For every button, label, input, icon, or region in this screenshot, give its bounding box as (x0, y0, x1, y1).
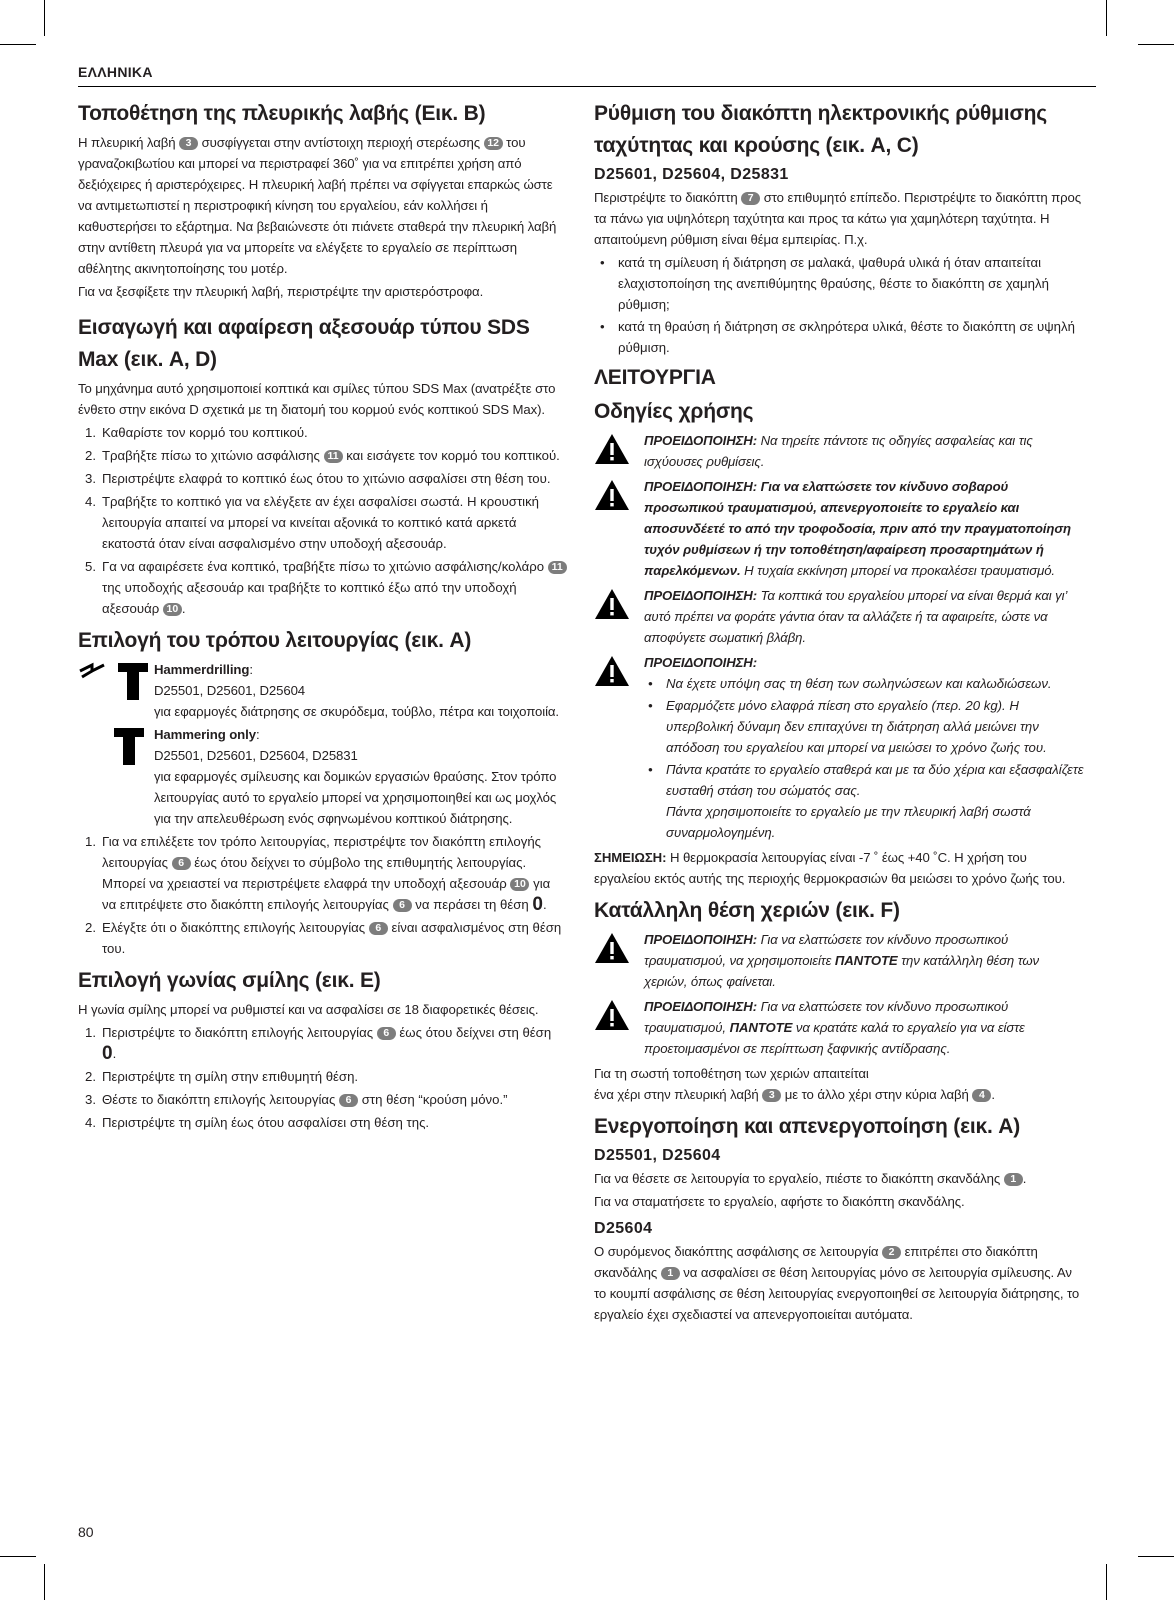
callout-badge: 6 (339, 1094, 358, 1107)
hammerdrilling-mode-icon (78, 661, 148, 701)
list-item: 1. Για να επιλέξετε τον τρόπο λειτουργίας, περιστρέψτε τον διακόπτη επιλογής λειτουργίας 6 έως ότου δείχνει το σύμβολο της επιθυμητής λειτουργίας. Μπορεί να χρειαστεί να περιστρέψετε ελαφρά την υποδοχή αξεσουάρ 10 για να επιτρέψετε στο διακόπτη επιλογής λειτουργίας 6 να περάσει τη θέση 0. (85, 834, 551, 915)
paragraph: ένα χέρι στην πλευρική λαβή 3 με το άλλο χέρι στην κύρια λαβή 4 . (594, 1087, 995, 1102)
callout-badge: 3 (762, 1089, 781, 1102)
crop-mark (0, 44, 36, 45)
warning-block: ΠΡΟΕΙΔΟΠΟΙΗΣΗ: Για να ελαττώσετε τον κίνδυνο σοβαρού προσωπικού τραυματισμού, απενεργοποιείτε το εργαλείο και αποσυνδέετέ το από την τροφοδοσία, πριν από την πραγματοποίηση τυχόν ρυθμίσεων ή την τοποθέτηση/αφαίρεση προσαρτημάτων ή παρελκόμενων. Η τυχαία εκκίνηση μπορεί να προκαλέσει τραυματισμό. (594, 476, 1084, 581)
list-item: • κατά τη σμίλευση ή διάτρηση σε μαλακά, ψαθυρά υλικά ή όταν απαιτείται ελαχιστοποίηση της ανεπιθύμητης θραύσης, θέστε το διακόπτη σε χαμηλή ρύθμιση; (594, 252, 1084, 315)
mode-name: Hammerdrilling (154, 662, 250, 677)
crop-mark (1106, 1564, 1107, 1600)
warning-triangle-icon (594, 433, 630, 465)
bullet-list (594, 252, 1084, 358)
list-item: • Πάντα κρατάτε το εργαλείο σταθερά και με τα δύο χέρια και εξασφαλίζετε ευσταθή στάση του σώματός σας. Πάντα χρησιμοποιείτε το εργαλείο με την πλευρική λαβή σωστά συναρμολογημένη. (642, 759, 1084, 843)
callout-badge: 10 (163, 603, 182, 616)
list-item: 5. Γα να αφαιρέσετε ένα κοπτικό, τραβήξτε πίσω το χιτώνιο ασφάλισης/κολάρο 11 της υποδοχής αξεσουάρ και τραβήξτε το κοπτικό έξω από την υποδοχή αξεσουάρ 10 . (78, 556, 568, 619)
section-title-side-handle: Τοποθέτηση της πλευρικής λαβής (Εικ. B) (78, 102, 486, 125)
mode-description: για εφαρμογές διάτρησης σε σκυρόδεμα, τούβλο, πέτρα και τοιχοποιία. (154, 704, 559, 719)
callout-badge: 1 (661, 1267, 680, 1280)
warning-block: ΠΡΟΕΙΔΟΠΟΙΗΣΗ: Για να ελαττώσετε τον κίνδυνο προσωπικού τραυματισμού, να χρησιμοποιείτε ΠΑΝΤΟΤΕ την κατάλληλη θέση των χεριών, όπως φαίνεται. (594, 929, 1084, 992)
crop-mark (1138, 1556, 1174, 1557)
warning-triangle-icon (594, 932, 630, 964)
crop-mark (44, 0, 45, 36)
warning-triangle-icon (594, 588, 630, 620)
crop-mark (1138, 44, 1174, 45)
callout-badge: 10 (510, 878, 529, 891)
callout-badge: 6 (369, 922, 388, 935)
warning-triangle-icon (594, 479, 630, 511)
crop-mark (44, 1564, 45, 1600)
paragraph: Για τη σωστή τοποθέτηση των χεριών απαιτείται (594, 1066, 869, 1081)
warning-triangle-icon (594, 655, 630, 687)
section-title-on-off: Ενεργοποίηση και απενεργοποίηση (εικ. A) (594, 1115, 1021, 1138)
paragraph: Ο συρόμενος διακόπτης ασφάλισης σε λειτουργία 2 επιτρέπει στο διακόπτη σκανδάλης 1 να ασφαλίσει σε θέση λειτουργίας μόνο σε λειτουργία σμίλευσης. Αν το κουμπί ασφάλισης σε θέση λειτουργίας ενεργοποιηθεί σε λειτουργία διάτρησης, το εργαλείο έχει σχεδιαστεί να απενεργοποιείται αυτόματα. (594, 1244, 1080, 1322)
mode-hammerdrilling: Hammerdrilling: D25501, D25601, D25604 για εφαρμογές διάτρησης σε σκυρόδεμα, τούβλο, πέτρα και τοιχοποιία. (78, 659, 568, 722)
section-title-sds-max: Εισαγωγή και αφαίρεση αξεσουάρ τύπου SDS Max (εικ. A, D) (78, 316, 530, 371)
callout-badge: 12 (484, 137, 503, 150)
list-item: 1. Περιστρέψτε το διακόπτη επιλογής λειτουργίας 6 έως ότου δείχνει στη θέση 0. (85, 1025, 552, 1064)
paragraph: Η γωνία σμίλης μπορεί να ρυθμιστεί και να ασφαλίσει σε 18 διαφορετικές θέσεις. (78, 1002, 539, 1017)
warning-block: ΠΡΟΕΙΔΟΠΟΙΗΣΗ: Τα κοπτικά του εργαλείου μπορεί να είναι θερμά και γι’ αυτό πρέπει να φοράτε γάντια όταν τα αλλάζετε ή τα αφαιρείτε, ώστε να αποφύγετε σωματική βλάβη. (594, 585, 1084, 648)
paragraph: Για να σταματήσετε το εργαλείο, αφήστε το διακόπτη σκανδάλης. (594, 1194, 965, 1209)
list-item: • Να έχετε υπόψη σας τη θέση των σωληνώσεων και καλωδιώσεων. (642, 673, 1084, 694)
section-title-hand-position: Κατάλληλη θέση χεριών (εικ. F) (594, 899, 900, 922)
callout-badge: 6 (172, 857, 191, 870)
paragraph: Το μηχάνημα αυτό χρησιμοποιεί κοπτικά και σμίλες τύπου SDS Max (ανατρέξτε στο ένθετο στην εικόνα D σχετικά με τη διατομή του κορμού ενός κοπτικού SDS Max). (78, 381, 556, 417)
callout-badge: 1 (1004, 1173, 1023, 1186)
list-item: 2. Τραβήξτε πίσω το χιτώνιο ασφάλισης 11 και εισάγετε τον κορμό του κοπτικού. (85, 448, 560, 463)
list-item: 3. Θέστε το διακόπτη επιλογής λειτουργίας 6 στη θέση “κρούση μόνο.” (85, 1092, 508, 1107)
section-title-mode-selection: Επιλογή του τρόπου λειτουργίας (εικ. A) (78, 629, 472, 652)
mode-models: D25501, D25601, D25604, D25831 (154, 748, 358, 763)
warning-block: ΠΡΟΕΙΔΟΠΟΙΗΣΗ: Να τηρείτε πάντοτε τις οδηγίες ασφαλείας και τις ισχύουσες ρυθμίσεις. (594, 430, 1084, 472)
header-rule (78, 86, 1096, 87)
page-header-language: ΕΛΛΗΝΙΚΑ (78, 64, 153, 80)
list-item: • Εφαρμόζετε μόνο ελαφρά πίεση στο εργαλείο (περ. 20 kg). Η υπερβολική δύναμη δεν επιταχύνει τη διάτρηση αλλά μειώνει την απόδοση του εργαλείου και μπορεί να μειώσει το χρόνο ζωής του. (642, 695, 1084, 758)
page-number: 80 (78, 1524, 94, 1540)
left-column (78, 96, 568, 1137)
models-heading: D25604 (594, 1220, 653, 1237)
warning-block: ΠΡΟΕΙΔΟΠΟΙΗΣΗ: Για να ελαττώσετε τον κίνδυνο προσωπικού τραυματισμού, ΠΑΝΤΟΤΕ να κρατάτε καλά το εργαλείο για να είστε προετοιμασμένοι σε περίπτωση ξαφνικής αντίδρασης. (594, 996, 1084, 1059)
callout-badge: 7 (741, 192, 760, 205)
section-title-speed-control: Ρύθμιση του διακόπτη ηλεκτρονικής ρύθμισης ταχύτητας και κρούσης (εικ. A, C) (594, 102, 1047, 157)
right-column (594, 96, 1084, 1327)
callout-badge: 6 (377, 1027, 396, 1040)
section-title-chisel-angle: Επιλογή γωνίας σμίλης (εικ. E) (78, 969, 381, 992)
callout-badge: 3 (179, 137, 198, 150)
callout-badge: 6 (393, 899, 412, 912)
paragraph: Η πλευρική λαβή 3 συσφίγγεται στην αντίστοιχη περιοχή στερέωσης 12 του γραναζοκιβωτίου και μπορεί να περιστραφεί 360˚ για να επιτρέπει χρήση από δεξιόχειρες ή αριστερόχειρες. Η πλευρική λαβή πρέπει να σφίγγεται επαρκώς ώστε να αντιμετωπιστεί η περιστροφική κίνηση του εργαλείου, εάν κολλήσει ή καθυστερήσει το εξάρτημα. Να βεβαιώνεστε ότι πιάνετε σταθερά την πλευρική λαβή στην αντίθετη πλευρά για να μπορείτε να ελέγξετε το εργαλείο σε περίπτωση αθέλητης ακινητοποίησης του μοτέρ. (78, 135, 557, 276)
crop-mark (1106, 0, 1107, 36)
warning-block: ΠΡΟΕΙΔΟΠΟΙΗΣΗ: • Να έχετε υπόψη σας τη θέση των σωληνώσεων και καλωδιώσεων. • Εφαρμόζετε μόνο ελαφρά πίεση στο εργαλείο (περ. 20 kg). Η υπερβολική δύναμη δεν επιταχύνει τη διάτρηση αλλά μειώνει την απόδοση του εργαλείου και μπορεί να μειώσει το χρόνο ζωής του. • Πάντα κρατάτε το εργαλείο σταθερά και με τα δύο χέρια και εξασφαλίζετε ευσταθή στάση του σώματός σας. Πάντα χρησιμοποιείτε το εργαλείο με την πλευρική λαβή σωστά συναρμολογημένη. (594, 652, 1084, 843)
models-heading: D25501, D25604 (594, 1147, 721, 1164)
mode-models: D25501, D25601, D25604 (154, 683, 306, 698)
hammering-mode-icon (78, 726, 148, 766)
bullet-list (642, 673, 1084, 843)
steps-list (78, 1022, 568, 1133)
steps-list (78, 831, 568, 959)
note-paragraph: ΣΗΜΕΙΩΣΗ: Η θερμοκρασία λειτουργίας είναι -7 ˚ έως +40 ˚C. Η χρήση του εργαλείου εκτός αυτής της περιοχής θερμοκρασιών θα μειώσει το χρόνο ζωής του. (594, 850, 1066, 886)
list-item: 1. Καθαρίστε τον κορμό του κοπτικού. (85, 425, 308, 440)
list-item: 2. Περιστρέψτε τη σμίλη στην επιθυμητή θέση. (85, 1069, 359, 1084)
list-item: 2. Ελέγξτε ότι ο διακόπτης επιλογής λειτουργίας 6 είναι ασφαλισμένος στη θέση του. (85, 920, 562, 956)
list-item: 3. Περιστρέψτε ελαφρά το κοπτικό έως ότου το χιτώνιο ασφαλίσει στη θέση του. (85, 471, 551, 486)
rotation-stop-symbol: 0 (102, 1043, 113, 1064)
crop-mark (0, 1556, 36, 1557)
paragraph: Για να ξεσφίξετε την πλευρική λαβή, περιστρέψτε την αριστερόστροφα. (78, 284, 484, 299)
warning-triangle-icon (594, 999, 630, 1031)
callout-badge: 11 (324, 450, 343, 463)
mode-description: για εφαρμογές σμίλευσης και δομικών εργασιών θραύσης. Στον τρόπο λειτουργίας αυτό το εργαλείο μπορεί να χρησιμοποιηθεί και ως μοχλός για την απελευθέρωση ενός σφηνωμένου κοπτικού διάτρησης. (154, 769, 557, 826)
paragraph: Για να θέσετε σε λειτουργία το εργαλείο, πιέστε το διακόπτη σκανδάλης 1 . (594, 1171, 1027, 1186)
rotation-stop-symbol: 0 (532, 894, 543, 915)
callout-badge: 4 (972, 1089, 991, 1102)
list-item: 4. Τραβήξτε το κοπτικό για να ελέγξετε αν έχει ασφαλίσει σωστά. Η κρουστική λειτουργία απαιτεί να μπορεί να κινείται αξονικά το κοπτικό κατά αρκετά εκατοστά όταν είναι ασφαλισμένο στην υποδοχή αξεσουάρ. (85, 494, 540, 551)
steps-list (78, 422, 568, 619)
paragraph: Περιστρέψτε το διακόπτη 7 στο επιθυμητό επίπεδο. Περιστρέψτε το διακόπτη προς τα πάνω για υψηλότερη ταχύτητα και προς τα κάτω για χαμηλότερη ταχύτητα. Η απαιτούμενη ρύθμιση είναι θέμα εμπειρίας. Π.χ. (594, 190, 1082, 247)
callout-badge: 11 (548, 561, 567, 574)
mode-hammering: Hammering only: D25501, D25601, D25604, D25831 για εφαρμογές σμίλευσης και δομικών εργασιών θραύσης. Στον τρόπο λειτουργίας αυτό το εργαλείο μπορεί να χρησιμοποιηθεί και ως μοχλός για την απελευθέρωση ενός σφηνωμένου κοπτικού διάτρησης. (78, 724, 568, 829)
models-heading: D25601, D25604, D25831 (594, 166, 789, 183)
section-subtitle-instructions: Οδηγίες χρήσης (594, 400, 754, 423)
callout-badge: 2 (882, 1246, 901, 1259)
mode-name: Hammering only (154, 727, 256, 742)
list-item: • κατά τη θραύση ή διάτρηση σε σκληρότερα υλικά, θέστε το διακόπτη σε υψηλή ρύθμιση. (594, 316, 1084, 358)
list-item: 4. Περιστρέψτε τη σμίλη έως ότου ασφαλίσει στη θέση της. (85, 1115, 430, 1130)
section-title-operation: ΛΕΙΤΟΥΡΓΙΑ (594, 366, 716, 389)
